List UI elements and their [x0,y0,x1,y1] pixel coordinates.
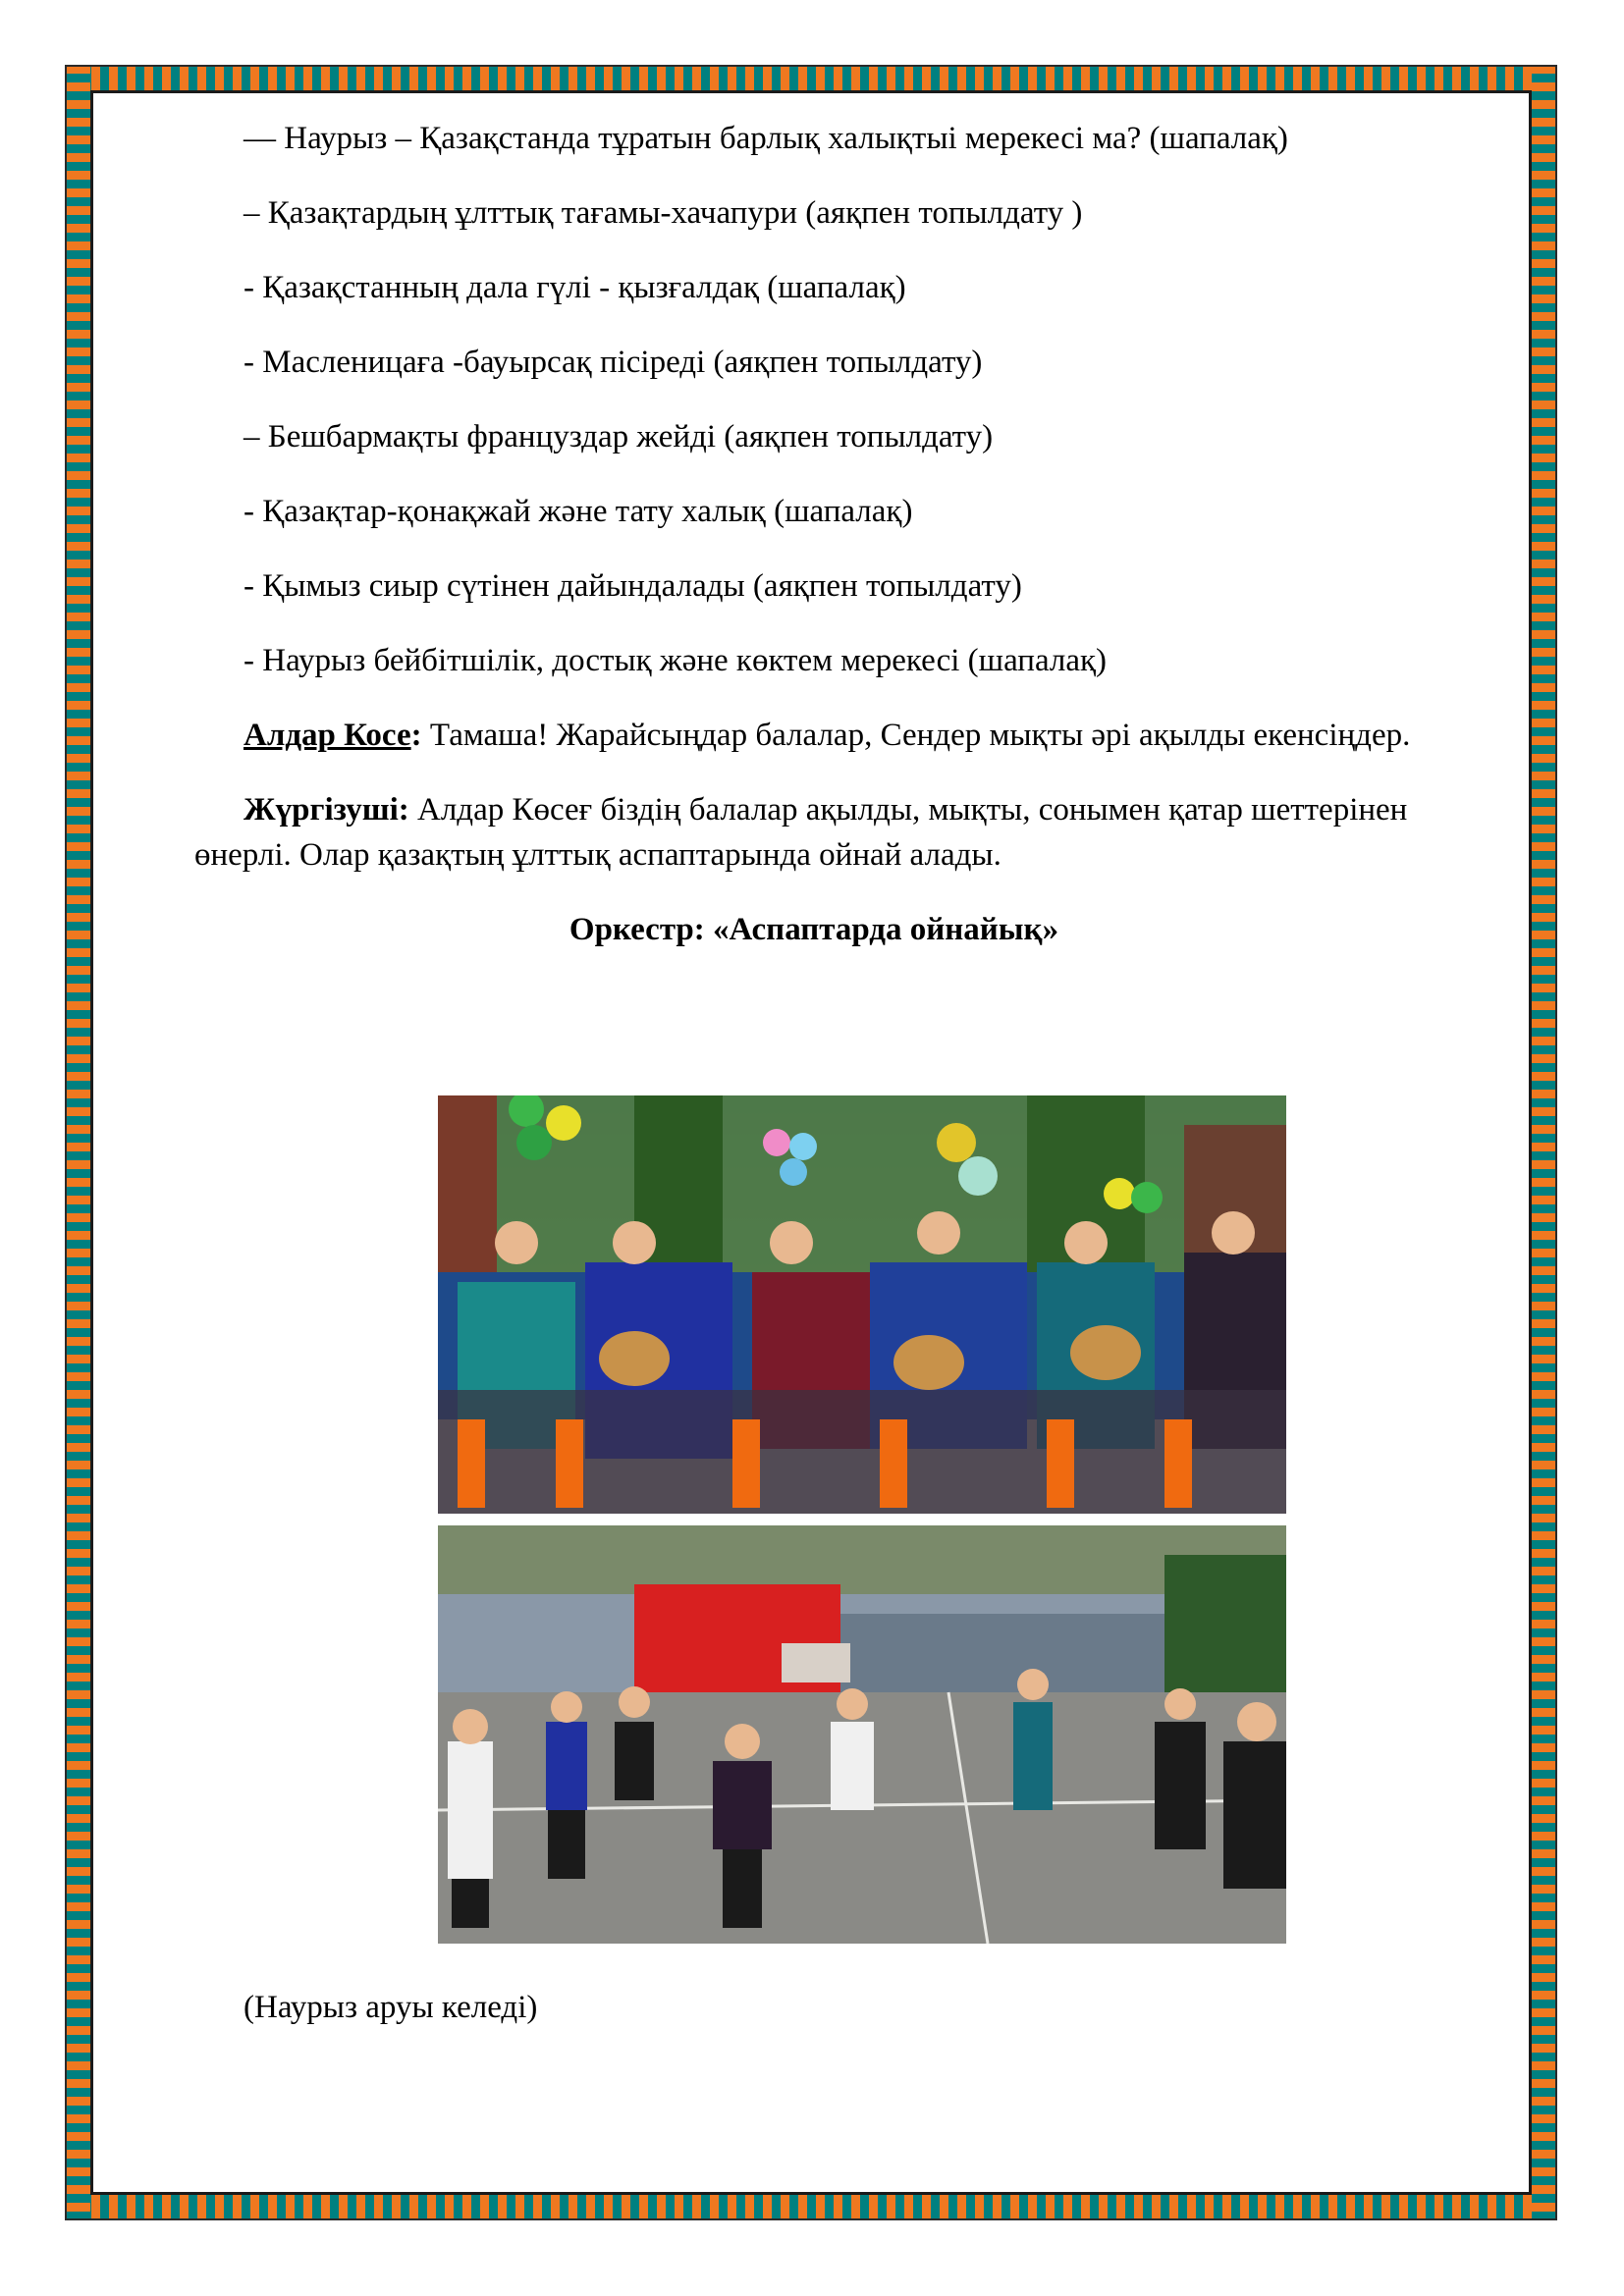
paragraph-6: - Қазақтар-қонақжай және тату халық (шапалақ) [244,494,913,529]
photo-orchestra [438,1095,1286,1514]
orchestra-heading: Оркестр: «Аспаптарда ойнайық» [568,912,1059,947]
host-speaker: Жүргізуші: [244,792,409,828]
aldar-colon: : [410,718,422,753]
paragraph-1: — Наурыз – Қазақстанда тұратын барлық халықтыі мерекесі ма? (шапалақ) [244,121,1288,156]
host-paragraph [194,787,1434,878]
photo-dance [438,1525,1286,1944]
paragraph-5: – Бешбармақты француздар жейді (аяқпен топылдату) [244,419,994,454]
aldar-text: Тамаша! Жарайсыңдар балалар, Сендер мықты әрі ақылды екенсіңдер. [421,718,1411,753]
aldar-paragraph [194,713,1434,758]
document-body [194,116,1434,982]
paragraph-7: - Қымыз сиыр сүтінен дайындалады (аяқпен топылдату) [244,568,1022,604]
paragraph-8: - Наурыз бейбітшілік, достық және көктем мерекесі (шапалақ) [244,643,1108,678]
paragraph-3: - Қазақстанның дала гүлі - қызғалдақ (шапалақ) [244,270,906,305]
closing-line: (Наурыз аруы келеді) [244,1990,538,2025]
aldar-speaker: Алдар Косе [244,718,411,753]
paragraph-4: - Масленицаға -бауырсақ пісіреді (аяқпен топылдату) [244,345,983,380]
host-text: Алдар Көсеғ біздің балалар ақылды, мықты, сонымен қатар шеттерінен өнерлі. Олар қазақтың ұлттық аспаптарында ойнай алады. [194,792,1408,873]
paragraph-2: – Қазақтардың ұлттық тағамы-хачапури (аяқпен топылдату ) [244,195,1083,231]
